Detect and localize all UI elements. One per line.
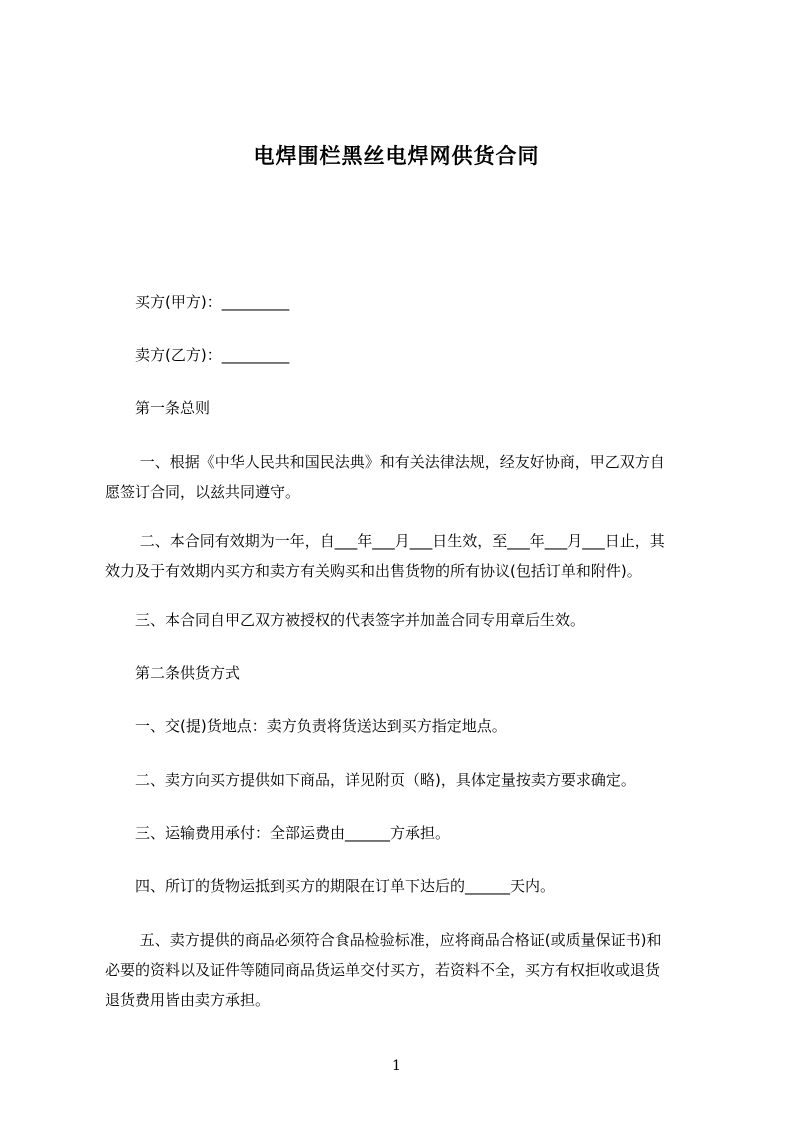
clause-2-1 <box>105 711 705 741</box>
paragraph-line: 第一条总则 <box>105 399 211 417</box>
clause-2-5 <box>105 925 705 1015</box>
clause-1-3 <box>105 605 705 635</box>
section-heading-supply <box>105 658 705 688</box>
paragraph-line: 四、所订的货物运抵到买方的期限在订单下达后的______天内。 <box>105 877 556 895</box>
paragraph-line: 二、本合同有效期为一年，自___年___月___日生效，至___年___月___日止，其 <box>105 532 665 550</box>
paragraph-line: 三、本合同自甲乙双方被授权的代表签字并加盖合同专用章后生效。 <box>105 611 586 629</box>
paragraph-line: 三、运输费用承付：全部运费由______方承担。 <box>105 824 451 842</box>
paragraph-line: 必要的资料以及证件等随同商品货运单交付买方，若资料不全，买方有权拒收或退货 <box>105 961 661 979</box>
clause-2-3 <box>105 818 705 848</box>
clause-1-1 <box>105 447 705 507</box>
paragraph-line: 一、交(提)货地点：卖方负责将货送达到买方指定地点。 <box>105 717 507 735</box>
buyer-line <box>105 287 705 317</box>
clause-1-2 <box>105 526 705 586</box>
paragraph-line: 一、根据《中华人民共和国民法典》和有关法律法规，经友好协商，甲乙双方自 <box>105 453 665 471</box>
page-number: 1 <box>392 1058 401 1074</box>
seller-line <box>105 340 705 370</box>
clause-2-2 <box>105 765 705 795</box>
document-title: 电焊围栏黑丝电焊网供货合同 <box>253 144 540 168</box>
paragraph-line: 买方(甲方)：_________ <box>105 293 290 311</box>
paragraph-line: 愿签订合同，以兹共同遵守。 <box>105 483 301 501</box>
clause-2-4 <box>105 871 705 901</box>
paragraph-line: 退货费用皆由卖方承担。 <box>105 991 271 1009</box>
section-heading-general <box>105 393 705 423</box>
paragraph-line: 五、卖方提供的商品必须符合食品检验标准，应将商品合格证(或质量保证书)和 <box>105 931 662 949</box>
paragraph-line: 卖方(乙方)：_________ <box>105 346 290 364</box>
paragraph-line: 第二条供货方式 <box>105 664 241 682</box>
paragraph-line: 效力及于有效期内买方和卖方有关购买和出售货物的所有协议(包括订单和附件)。 <box>105 562 642 580</box>
paragraph-line: 二、卖方向买方提供如下商品，详见附页（略)，具体定量按卖方要求确定。 <box>105 771 636 789</box>
